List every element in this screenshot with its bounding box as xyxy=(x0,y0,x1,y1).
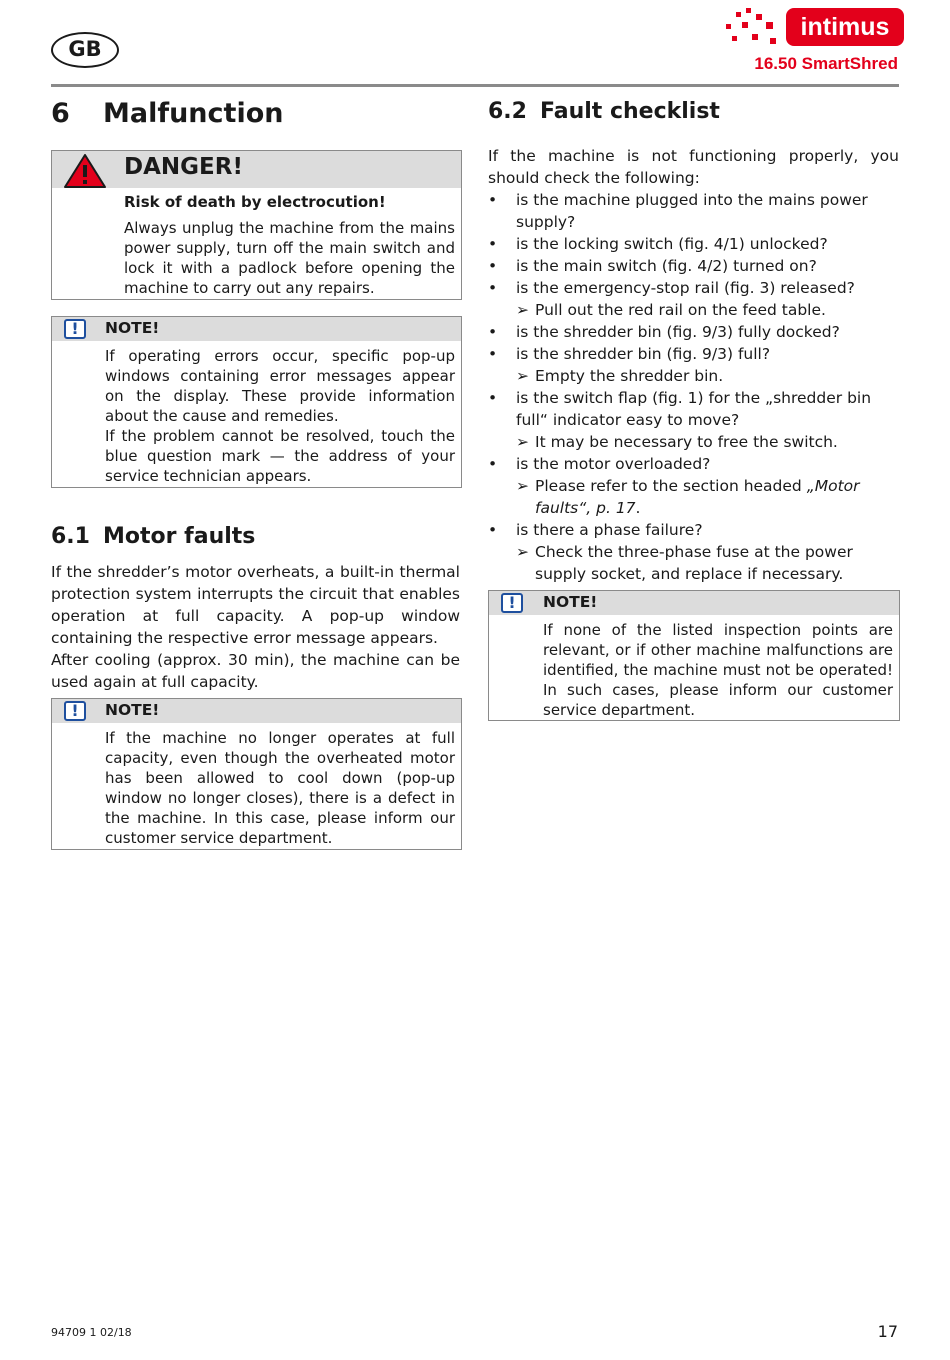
note-text-1 xyxy=(105,346,455,486)
checklist-intro: If the machine is not functioning properly, you should check the following: xyxy=(488,147,899,187)
exclamation-icon: ! xyxy=(501,593,523,613)
fault-checklist xyxy=(488,189,899,585)
arrow-icon: ➢ xyxy=(516,301,529,319)
section-heading xyxy=(51,98,283,129)
note-title-3: NOTE! xyxy=(543,593,598,611)
warning-triangle-icon xyxy=(63,152,107,190)
note-header-3 xyxy=(489,591,899,615)
motor-paragraph-2: After cooling (approx. 30 min), the machine can be used again at full capacity. xyxy=(51,651,460,691)
list-item: • is the shredder bin (fig. 9/3) full? xyxy=(488,343,899,365)
subsection-heading-motor xyxy=(51,524,255,549)
page-number: 17 xyxy=(877,1322,898,1341)
list-action: ➢ Please refer to the section headed „Motor faults“, p. 17. xyxy=(516,477,860,517)
list-item: • is the main switch (fig. 4/2) turned on? xyxy=(488,255,899,277)
header-rule xyxy=(51,84,899,87)
note-title-1: NOTE! xyxy=(105,319,160,337)
subsection-heading-checklist xyxy=(488,99,720,124)
arrow-icon: ➢ xyxy=(516,543,529,561)
cross-reference: „Motor faults“, p. 17 xyxy=(535,477,860,517)
country-badge: GB xyxy=(51,32,119,68)
model-name: 16.50 SmartShred xyxy=(754,54,898,73)
note-box-1 xyxy=(51,316,462,488)
danger-subtitle: Risk of death by electrocution! xyxy=(124,193,386,211)
arrow-icon: ➢ xyxy=(516,477,529,495)
note-box-2 xyxy=(51,698,462,850)
list-action: ➢ It may be necessary to free the switch. xyxy=(516,433,838,451)
note-text-1b: If the problem cannot be resolved, touch the blue question mark — the address of your service technician appears. xyxy=(105,427,455,485)
list-action: ➢ Check the three-phase fuse at the power supply socket, and replace if necessary. xyxy=(516,543,853,583)
list-action: ➢ Empty the shredder bin. xyxy=(516,367,724,385)
note-header-1 xyxy=(52,317,461,341)
list-item: • is the locking switch (fig. 4/1) unlocked? xyxy=(488,233,899,255)
list-item: • is the switch flap (fig. 1) for the „shredder bin full“ indicator easy to move? xyxy=(488,387,899,431)
arrow-icon: ➢ xyxy=(516,367,529,385)
exclamation-icon: ! xyxy=(64,319,86,339)
subsection-number: 6.1 xyxy=(51,524,90,549)
danger-header xyxy=(52,151,461,188)
brand-name: intimus xyxy=(786,8,904,46)
note-box-3 xyxy=(488,590,900,721)
danger-text: Always unplug the machine from the mains power supply, turn off the main switch and lock it with a padlock before opening the machine to carry out any repairs. xyxy=(124,219,455,297)
note-title-2: NOTE! xyxy=(105,701,160,719)
section-title: Malfunction xyxy=(103,98,284,129)
note-header-2 xyxy=(52,699,461,723)
list-action: ➢ Pull out the red rail on the feed table. xyxy=(516,301,826,319)
logo-dots-icon xyxy=(722,8,782,50)
exclamation-icon: ! xyxy=(64,701,86,721)
list-item: • is there a phase failure? xyxy=(488,519,899,541)
danger-title: DANGER! xyxy=(124,154,243,180)
note-text-1a: If operating errors occur, specific pop-up windows containing error messages appear on the display. These provide information about the cause and remedies. xyxy=(105,347,455,425)
list-item: • is the emergency-stop rail (fig. 3) released? xyxy=(488,277,899,299)
list-item: • is the motor overloaded? xyxy=(488,453,899,475)
arrow-icon: ➢ xyxy=(516,433,529,451)
motor-paragraph-1: If the shredder’s motor overheats, a built-in thermal protection system interrupts the circuit that enables operation at full capacity. A pop-up window containing the respective error message appears. xyxy=(51,563,460,647)
list-item: • is the machine plugged into the mains power supply? xyxy=(488,189,899,233)
subsection-title: Fault checklist xyxy=(540,99,720,124)
brand-logo xyxy=(722,8,904,50)
list-item: • is the shredder bin (fig. 9/3) fully docked? xyxy=(488,321,899,343)
subsection-title: Motor faults xyxy=(103,524,256,549)
document-code: 94709 1 02/18 xyxy=(51,1326,132,1339)
section-number: 6 xyxy=(51,98,70,129)
subsection-number: 6.2 xyxy=(488,99,527,124)
danger-box xyxy=(51,150,462,300)
note-text-3: If none of the listed inspection points are relevant, or if other machine malfunctions are identified, the machine must not be operated! In such cases, please inform our customer service department. xyxy=(543,621,893,719)
note-text-2: If the machine no longer operates at full capacity, even though the overheated motor has been allowed to cool down (pop-up window no longer closes), there is a defect in the machine. In this case, please inform our customer service department. xyxy=(105,729,455,847)
